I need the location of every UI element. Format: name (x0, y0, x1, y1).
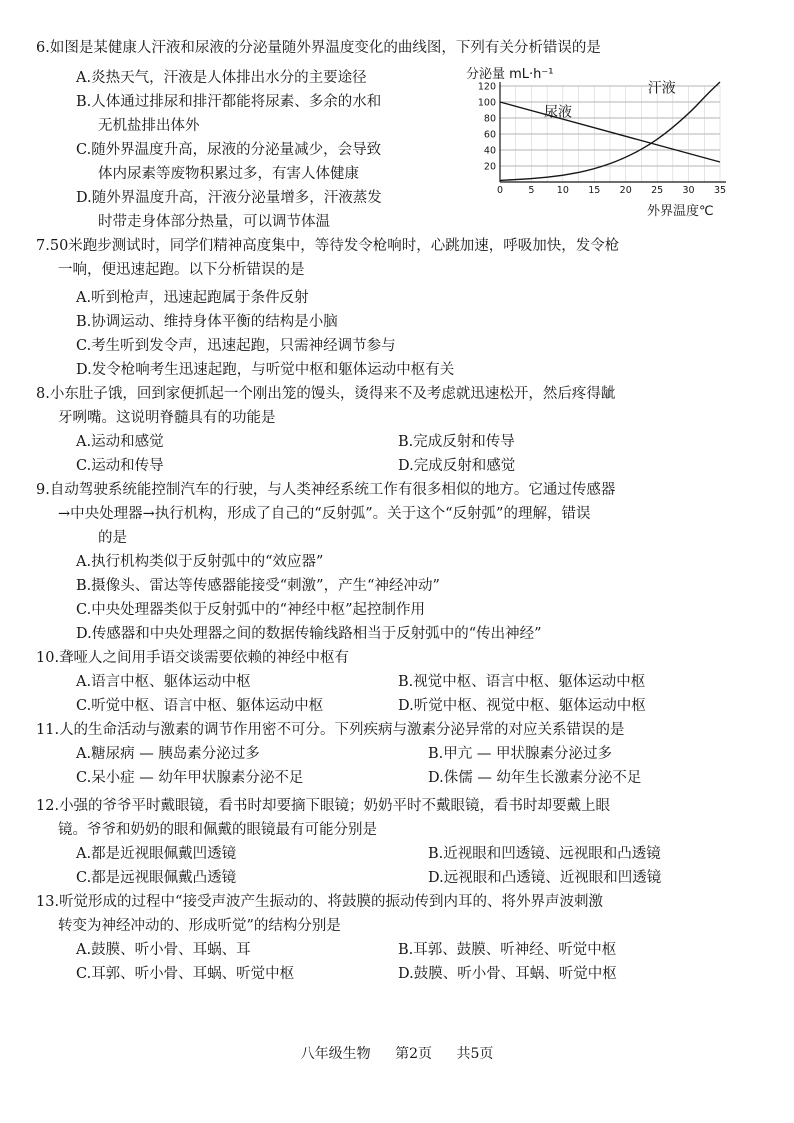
chart-x-tick-label: 25 (651, 185, 664, 196)
question-8-option-a: A.运动和感觉 (76, 434, 164, 450)
question-6-option-b-cont: 无机盐排出体外 (98, 118, 200, 134)
question-7-option-d: D.发令枪响考生迅速起跑，与听觉中枢和躯体运动中枢有关 (76, 362, 455, 378)
chart-ylabel: 分泌量 mL·h⁻¹ (466, 67, 554, 82)
secretion-temperature-chart (462, 64, 747, 224)
question-13-stem-cont: 转变为神经冲动的、形成听觉”的结构分别是 (58, 918, 341, 934)
question-13-option-b: B.耳郭、鼓膜、听神经、听觉中枢 (398, 942, 617, 958)
question-13-option-a: A.鼓膜、听小骨、耳蜗、耳 (76, 942, 251, 958)
question-9-option-d: D.传感器和中央处理器之间的数据传输线路相当于反射弧中的“传出神经” (76, 626, 542, 642)
question-13-stem: 13.听觉形成的过程中“接受声波产生振动的、将鼓膜的振动传到内耳的、将外界声波刺激 (36, 894, 603, 910)
question-9-option-a: A.执行机构类似于反射弧中的“效应器” (76, 554, 324, 570)
question-12-stem: 12.小强的爷爷平时戴眼镜，看书时却要摘下眼镜；奶奶平时不戴眼镜，看书时却要戴上眼 (36, 798, 611, 814)
chart-grid (500, 86, 720, 182)
question-6-option-d: D.随外界温度升高，汗液分泌量增多，汗液蒸发 (76, 190, 382, 206)
question-9-stem-cont2: 的是 (98, 530, 127, 546)
chart-x-tick-label: 0 (496, 185, 504, 196)
page-footer (0, 1043, 794, 1063)
question-7-stem-cont: 一响，便迅速起跑。以下分析错误的是 (58, 262, 305, 278)
question-8-option-d: D.完成反射和感觉 (398, 458, 516, 474)
question-11-option-c: C.呆小症 — 幼年甲状腺素分泌不足 (76, 770, 304, 786)
question-7-stem: 7.50米跑步测试时，同学们精神高度集中，等待发令枪响时，心跳加速，呼吸加快，发令枪 (36, 238, 620, 254)
question-6-option-a: A.炎热天气，汗液是人体排出水分的主要途径 (76, 70, 367, 86)
question-6-option-c: C.随外界温度升高，尿液的分泌量减少，会导致 (76, 142, 382, 158)
question-12-option-c: C.都是远视眼佩戴凸透镜 (76, 870, 237, 886)
question-10-option-a: A.语言中枢、躯体运动中枢 (76, 674, 251, 690)
chart-x-tick-label: 10 (556, 185, 569, 196)
question-6-option-b: B.人体通过排尿和排汗都能将尿素、多余的水和 (76, 94, 382, 110)
question-11-stem: 11.人的生命活动与激素的调节作用密不可分。下列疾病与激素分泌异常的对应关系错误的是 (36, 722, 625, 738)
question-12-option-d: D.远视眼和凸透镜、近视眼和凹透镜 (428, 870, 662, 886)
chart-y-tick-label: 60 (483, 129, 496, 141)
question-7-option-b: B.协调运动、维持身体平衡的结构是小脑 (76, 314, 338, 330)
chart-y-tick-label: 20 (483, 161, 496, 173)
question-13-option-c: C.耳郭、听小骨、耳蜗、听觉中枢 (76, 966, 295, 982)
question-12-option-a: A.都是近视眼佩戴凹透镜 (76, 846, 237, 862)
chart-y-tick-label: 80 (483, 113, 496, 125)
chart-x-tick-label: 35 (713, 185, 727, 196)
question-6-stem: 6.如图是某健康人汗液和尿液的分泌量随外界温度变化的曲线图，下列有关分析错误的是 (36, 40, 601, 56)
chart-x-tick-label: 5 (528, 185, 535, 196)
question-10-stem: 10.聋哑人之间用手语交谈需要依赖的神经中枢有 (36, 650, 350, 666)
question-11-option-a: A.糖尿病 — 胰岛素分泌过多 (76, 746, 260, 762)
question-11-option-d: D.侏儒 — 幼年生长激素分泌不足 (428, 770, 642, 786)
question-6-option-c-cont: 体内尿素等废物积累过多，有害人体健康 (98, 166, 359, 182)
footer-total-pages: 共5页 (456, 1046, 494, 1062)
question-7-option-c: C.考生听到发令声，迅速起跑，只需神经调节参与 (76, 338, 396, 354)
question-7-option-a: A.听到枪声，迅速起跑属于条件反射 (76, 290, 309, 306)
footer-page-number: 第2页 (395, 1046, 432, 1062)
question-10-option-b: B.视觉中枢、语言中枢、躯体运动中枢 (398, 674, 646, 690)
chart-axes (500, 82, 726, 182)
chart-y-tick-label: 100 (477, 97, 496, 109)
question-10-option-d: D.听觉中枢、视觉中枢、躯体运动中枢 (398, 698, 646, 714)
question-8-stem-cont: 牙咧嘴。这说明脊髓具有的功能是 (58, 410, 276, 426)
question-13-option-d: D.鼓膜、听小骨、耳蜗、听觉中枢 (398, 966, 617, 982)
chart-y-tick-label: 40 (483, 145, 496, 157)
question-9-stem-cont1: →中央处理器→执行机构，形成了自己的“反射弧”。关于这个“反射弧”的理解，错误 (58, 506, 591, 522)
question-9-option-c: C.中央处理器类似于反射弧中的“神经中枢”起控制作用 (76, 602, 426, 618)
question-6-option-d-cont: 时带走身体部分热量，可以调节体温 (98, 214, 330, 230)
question-12-stem-cont: 镜。爷爷和奶奶的眼和佩戴的眼镜最有可能分别是 (58, 822, 377, 838)
chart-x-tick-label: 30 (682, 185, 695, 196)
question-8-option-b: B.完成反射和传导 (398, 434, 515, 450)
chart-y-tick-label: 120 (477, 81, 496, 93)
question-11-option-b: B.甲亢 — 甲状腺素分泌过多 (428, 746, 612, 762)
chart-xlabel: 外界温度℃ (647, 204, 714, 219)
urine-series-label: 尿液 (544, 104, 572, 121)
chart-x-tick-label: 15 (588, 185, 601, 196)
question-8-stem: 8.小东肚子饿，回到家便抓起一个刚出笼的馒头，烫得来不及考虑就迅速松开，然后疼得龇 (36, 386, 616, 402)
question-9-stem: 9.自动驾驶系统能控制汽车的行驶，与人类神经系统工作有很多相似的地方。它通过传感器 (36, 482, 616, 498)
sweat-series-label: 汗液 (647, 80, 676, 97)
footer-subject: 八年级生物 (300, 1046, 371, 1062)
question-9-option-b: B.摄像头、雷达等传感器能接受“刺激”，产生“神经冲动” (76, 578, 440, 594)
question-12-option-b: B.近视眼和凹透镜、远视眼和凸透镜 (428, 846, 661, 862)
chart-x-tick-label: 20 (619, 185, 632, 196)
question-8-option-c: C.运动和传导 (76, 458, 164, 474)
question-10-option-c: C.听觉中枢、语言中枢、躯体运动中枢 (76, 698, 324, 714)
